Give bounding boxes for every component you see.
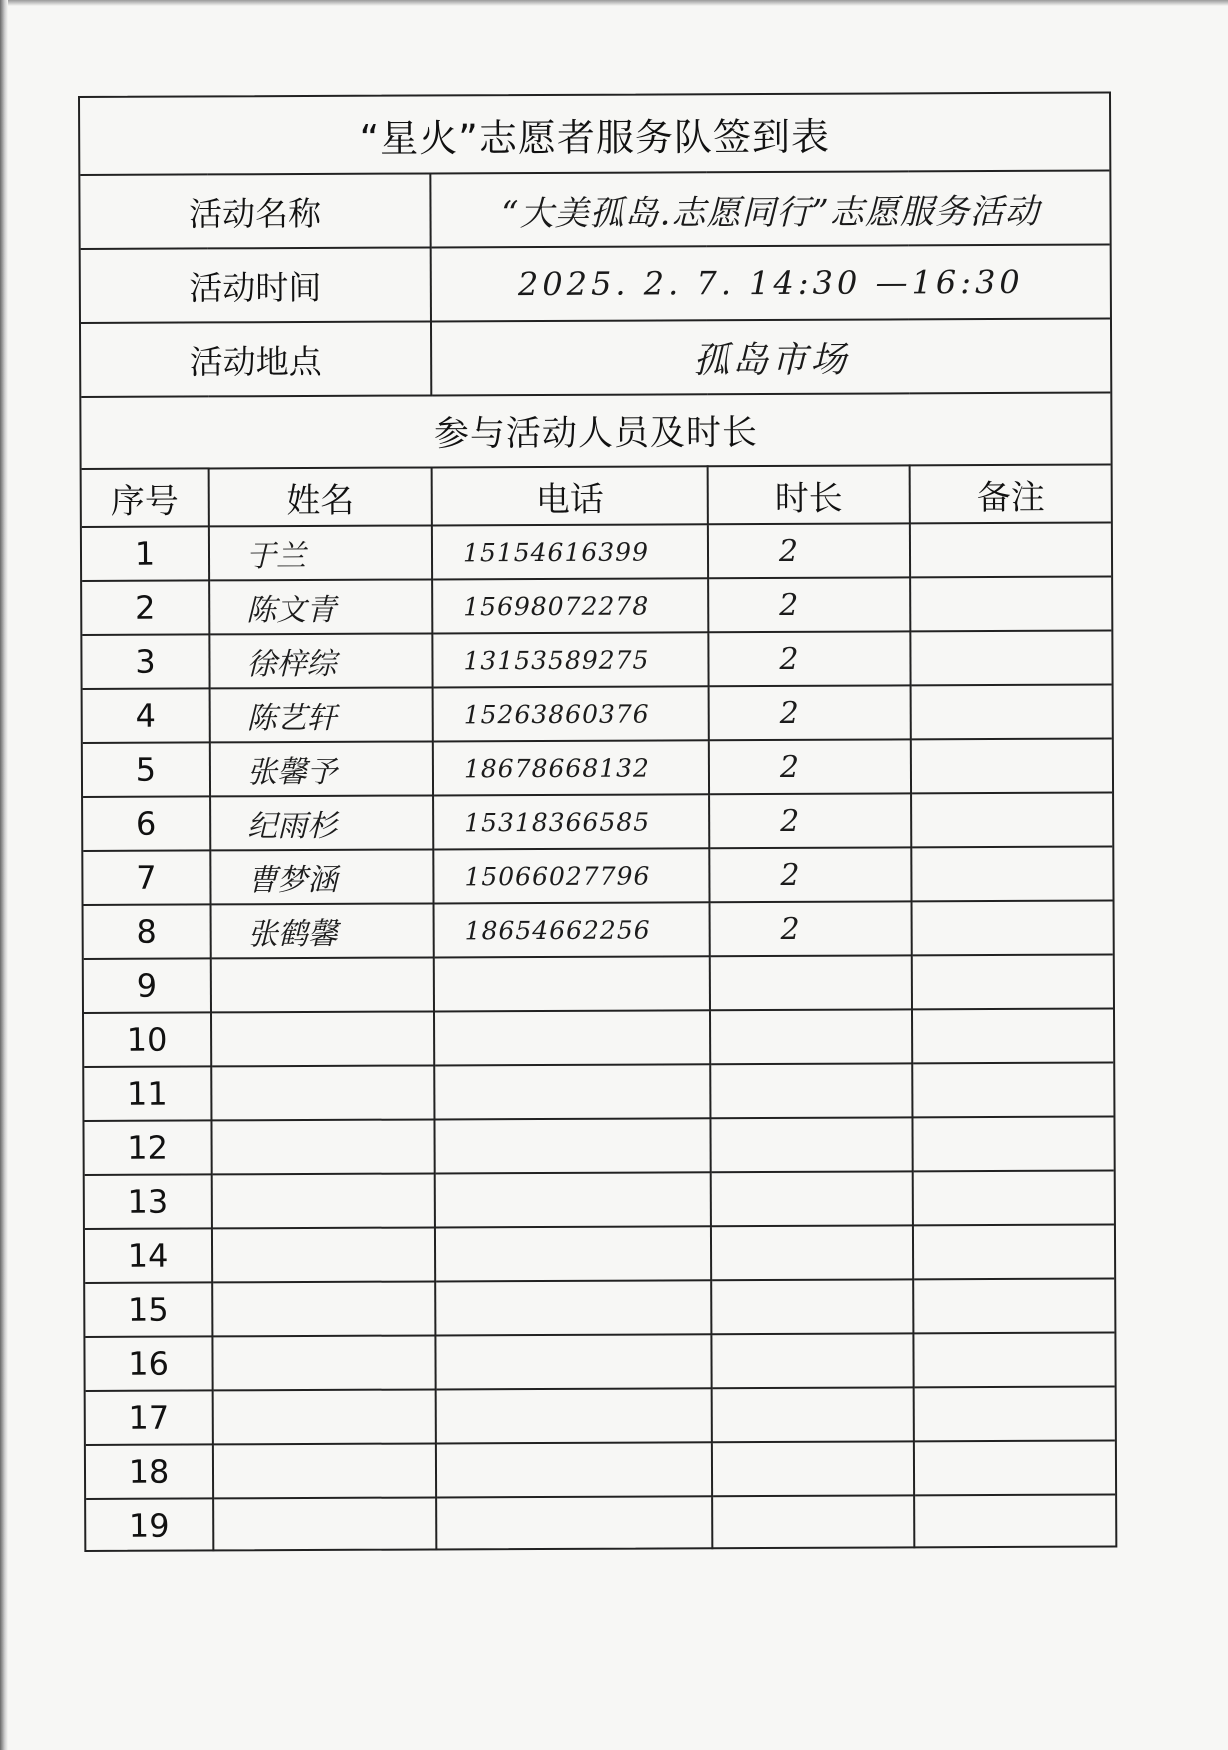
- row-name: [211, 1011, 434, 1066]
- row-note: [912, 1008, 1113, 1063]
- row-phone: [435, 1280, 711, 1335]
- row-index: 11: [84, 1066, 211, 1121]
- participants-section-title: 参与活动人员及时长: [81, 392, 1110, 468]
- row-duration: [711, 1225, 913, 1280]
- row-note: [911, 738, 1112, 793]
- table-row: [86, 1440, 1115, 1498]
- row-name: 纪雨杉: [210, 795, 433, 850]
- row-phone: [434, 1118, 710, 1173]
- paper-shadow-top: [0, 0, 1228, 6]
- row-index: 8: [84, 904, 211, 959]
- table-row: [82, 630, 1111, 688]
- row-name: [212, 1281, 435, 1336]
- row-duration: [710, 1009, 912, 1064]
- table-row: [86, 1386, 1115, 1444]
- row-duration: [711, 1333, 913, 1388]
- table-row: [83, 738, 1112, 796]
- activity-place-value: 孤岛市场: [431, 318, 1110, 395]
- row-name: 徐梓综: [209, 633, 432, 688]
- column-header-phone: 电话: [432, 466, 708, 525]
- row-phone: [434, 1064, 710, 1119]
- row-index: 19: [86, 1498, 213, 1552]
- column-header-duration: 时长: [708, 465, 910, 524]
- row-duration: [711, 1279, 913, 1334]
- activity-place-label: 活动地点: [81, 321, 431, 397]
- row-phone: 15318366585: [433, 794, 709, 849]
- row-index: 7: [83, 850, 210, 905]
- row-phone: 15698072278: [432, 578, 708, 633]
- column-header-note: 备注: [910, 464, 1111, 523]
- row-note: [913, 1332, 1114, 1387]
- row-duration: 2: [709, 793, 911, 848]
- row-note: [911, 846, 1112, 901]
- row-phone: 15066027796: [433, 848, 709, 903]
- row-phone: [435, 1172, 711, 1227]
- table-row: [83, 684, 1112, 742]
- row-note: [913, 1224, 1114, 1279]
- row-index: 15: [85, 1282, 212, 1337]
- table-row: [85, 1332, 1114, 1390]
- row-index: 17: [86, 1390, 213, 1445]
- row-name: 陈艺轩: [210, 687, 433, 742]
- row-phone: [436, 1442, 712, 1497]
- sheet-title: “星火”志愿者服务队签到表: [80, 94, 1109, 175]
- row-phone: 15154616399: [432, 524, 708, 579]
- row-phone: 18678668132: [433, 740, 709, 795]
- row-name: [213, 1497, 436, 1551]
- row-index: 3: [82, 634, 209, 689]
- row-duration: 2: [708, 631, 910, 686]
- row-note: [913, 1278, 1114, 1333]
- table-row: [85, 1224, 1114, 1282]
- row-duration: [711, 1171, 913, 1226]
- activity-name-value: “大美孤岛.志愿同行”志愿服务活动: [430, 171, 1109, 248]
- column-header-name: 姓名: [209, 467, 432, 526]
- table-row: [84, 1062, 1113, 1120]
- table-row: [83, 792, 1112, 850]
- table-row: [82, 522, 1111, 580]
- paper-shadow-left: [0, 0, 8, 1750]
- row-phone: [435, 1226, 711, 1281]
- row-index: 9: [84, 958, 211, 1013]
- row-duration: [710, 955, 912, 1010]
- row-index: 1: [82, 526, 209, 581]
- sign-in-sheet: [78, 91, 1117, 1551]
- row-name: [211, 957, 434, 1012]
- table-row: [84, 900, 1113, 958]
- activity-time-value: 2025. 2. 7. 14:30 —16:30: [431, 244, 1110, 321]
- row-name: 于兰: [209, 525, 432, 580]
- row-note: [912, 1116, 1113, 1171]
- row-name: [212, 1335, 435, 1390]
- row-duration: 2: [709, 739, 911, 794]
- table-row: [85, 1278, 1114, 1336]
- row-note: [912, 954, 1113, 1009]
- table-row: [82, 576, 1111, 634]
- activity-name-label: 活动名称: [80, 173, 430, 249]
- table-row: [84, 1008, 1113, 1066]
- row-duration: 2: [709, 685, 911, 740]
- row-index: 16: [85, 1336, 212, 1391]
- row-note: [914, 1386, 1115, 1441]
- row-index: 13: [85, 1174, 212, 1229]
- row-note: [911, 684, 1112, 739]
- row-name: [211, 1065, 434, 1120]
- sign-in-table: [80, 94, 1115, 1552]
- row-name: [213, 1389, 436, 1444]
- row-name: 张馨予: [210, 741, 433, 796]
- table-row: [86, 1494, 1115, 1551]
- row-phone: 15263860376: [433, 686, 709, 741]
- row-index: 2: [82, 580, 209, 635]
- column-header-index: 序号: [82, 468, 209, 527]
- table-row: [84, 954, 1113, 1012]
- table-row: [84, 1116, 1113, 1174]
- row-duration: [710, 1117, 912, 1172]
- row-index: 6: [83, 796, 210, 851]
- row-index: 10: [84, 1012, 211, 1067]
- row-duration: 2: [708, 577, 910, 632]
- row-phone: [436, 1388, 712, 1443]
- activity-time-label: 活动时间: [81, 247, 431, 323]
- row-note: [913, 1170, 1114, 1225]
- row-duration: 2: [709, 847, 911, 902]
- row-name: [212, 1227, 435, 1282]
- row-note: [912, 900, 1113, 955]
- row-index: 4: [83, 688, 210, 743]
- row-index: 18: [86, 1444, 213, 1499]
- row-note: [914, 1440, 1115, 1495]
- row-index: 14: [85, 1228, 212, 1283]
- row-phone: [434, 956, 710, 1011]
- row-name: [212, 1173, 435, 1228]
- row-phone: 13153589275: [432, 632, 708, 687]
- column-header-row: [82, 464, 1111, 526]
- row-duration: 2: [710, 901, 912, 956]
- row-note: [912, 1062, 1113, 1117]
- row-phone: [436, 1496, 712, 1550]
- row-duration: [710, 1063, 912, 1118]
- row-name: 曹梦涵: [210, 849, 433, 904]
- row-note: [910, 576, 1111, 631]
- row-duration: [712, 1495, 914, 1549]
- row-name: 陈文青: [209, 579, 432, 634]
- row-name: [211, 1119, 434, 1174]
- row-note: [910, 630, 1111, 685]
- row-duration: 2: [708, 523, 910, 578]
- row-note: [911, 792, 1112, 847]
- table-row: [85, 1170, 1114, 1228]
- row-phone: 18654662256: [434, 902, 710, 957]
- row-index: 5: [83, 742, 210, 797]
- row-index: 12: [84, 1120, 211, 1175]
- row-name: [213, 1443, 436, 1498]
- row-name: 张鹤馨: [211, 903, 434, 958]
- row-phone: [434, 1010, 710, 1065]
- row-duration: [712, 1387, 914, 1442]
- row-note: [914, 1494, 1115, 1548]
- row-phone: [435, 1334, 711, 1389]
- table-row: [83, 846, 1112, 904]
- row-note: [910, 522, 1111, 577]
- row-duration: [712, 1441, 914, 1496]
